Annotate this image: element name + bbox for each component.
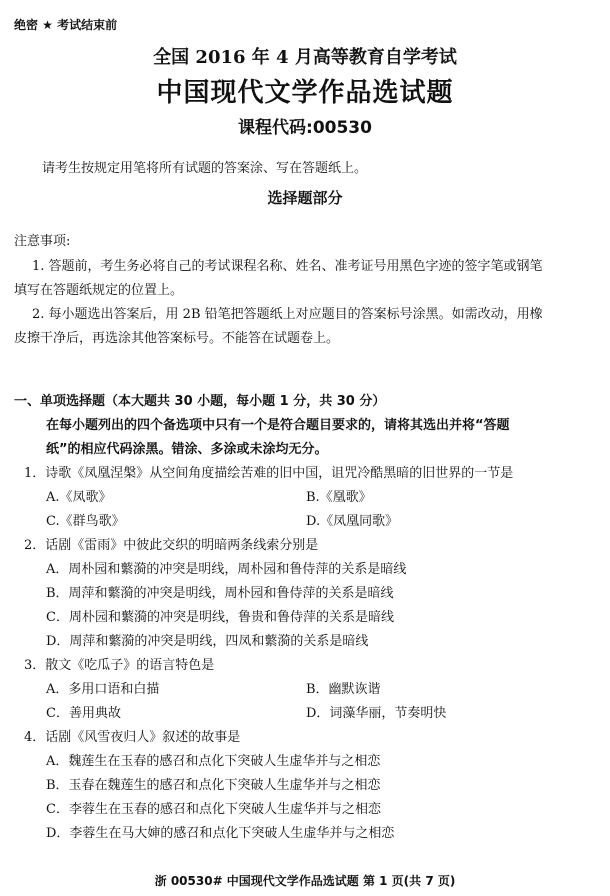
question-1-option-a: A.《凤歌》 (46, 490, 112, 505)
question-4-option-d: D．李蓉生在马大婶的感召和点化下突破人生虚华并与之相恋 (46, 826, 395, 841)
question-3-option-c: C．善用典故 (46, 706, 121, 721)
confidential-label: 绝密 ★ 考试结束前 (14, 18, 118, 32)
section-1-desc-line-2: 纸”的相应代码涂黑。错涂、多涂或未涂均无分。 (46, 442, 328, 457)
question-2-option-b: B．周萍和蘩漪的冲突是明线，周朴园和鲁侍萍的关系是暗线 (46, 586, 394, 601)
section-1-desc-line-1: 在每小题列出的四个备选项中只有一个是符合题目要求的，请将其选出并将“答题 (46, 418, 510, 433)
question-3-option-b: B．幽默诙谐 (306, 682, 381, 697)
note-2-line-2: 皮擦干净后，再选涂其他答案标号。不能答在试题卷上。 (14, 331, 340, 346)
notes-heading: 注意事项: (14, 234, 71, 249)
question-1-option-d: D.《凤凰同歌》 (306, 514, 399, 529)
question-2-option-d: D．周萍和蘩漪的冲突是明线，四凤和蘩漪的关系是暗线 (46, 634, 369, 649)
paper-title: 中国现代文学作品选试题 (156, 78, 454, 108)
question-4-option-a: A．魏莲生在玉春的感召和点化下突破人生虚华并与之相恋 (46, 754, 381, 769)
question-1-stem: 1．诗歌《凤凰涅槃》从空间角度描绘苦难的旧中国，诅咒冷酷黑暗的旧世界的一节是 (24, 466, 514, 481)
question-2-stem: 2．话剧《雷雨》中彼此交织的明暗两条线索分别是 (24, 538, 319, 553)
section-1-heading: 一、单项选择题（本大题共 30 小题，每小题 1 分，共 30 分） (14, 394, 386, 409)
course-code: 课程代码:00530 (238, 118, 372, 138)
note-2-line-1: 2. 每小题选出答案后，用 2B 铅笔把答题纸上对应题目的答案标号涂黑。如需改动，用橡 (32, 307, 543, 322)
page-footer: 浙 00530# 中国现代文学作品选试题 第 1 页(共 7 页) (154, 874, 456, 888)
question-3-option-d: D．词藻华丽，节奏明快 (306, 706, 447, 721)
question-4-option-b: B．玉春在魏莲生的感召和点化下突破人生虚华并与之相恋 (46, 778, 381, 793)
question-4-stem: 4．话剧《风雪夜归人》叙述的故事是 (24, 730, 241, 745)
part-label: 选择题部分 (267, 189, 343, 207)
note-1-line-1: 1. 答题前，考生务必将自己的考试课程名称、姓名、准考证号用黑色字迹的签字笔或钢笔 (32, 259, 543, 274)
answer-instruction: 请考生按规定用笔将所有试题的答案涂、写在答题纸上。 (42, 161, 368, 176)
question-1-option-c: C.《群鸟歌》 (46, 514, 125, 529)
question-4-option-c: C．李蓉生在玉春的感召和点化下突破人生虚华并与之相恋 (46, 802, 381, 817)
question-2-option-a: A．周朴园和蘩漪的冲突是明线，周朴园和鲁侍萍的关系是暗线 (46, 562, 407, 577)
question-2-option-c: C．周朴园和蘩漪的冲突是明线，鲁贵和鲁侍萍的关系是暗线 (46, 610, 394, 625)
note-1-line-2: 填写在答题纸规定的位置上。 (14, 283, 184, 298)
question-3-stem: 3．散文《吃瓜子》的语言特色是 (24, 658, 215, 673)
question-3-option-a: A．多用口语和白描 (46, 682, 160, 697)
question-1-option-b: B.《凰歌》 (306, 490, 372, 505)
exam-title: 全国 2016 年 4 月高等教育自学考试 (153, 47, 457, 68)
